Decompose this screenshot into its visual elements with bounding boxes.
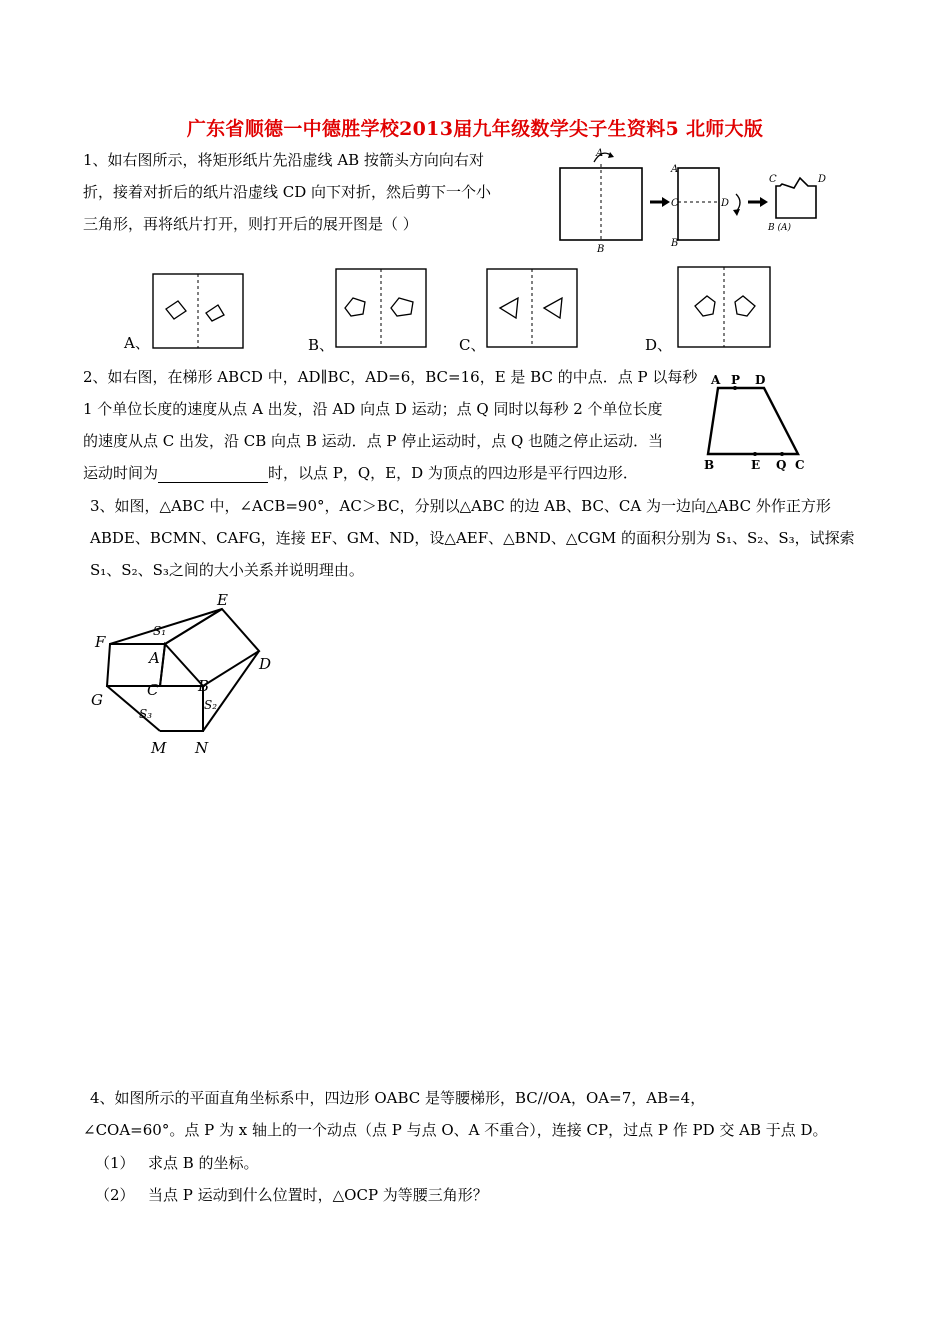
q3-label-E: E [217,591,228,609]
q1-fig-label-C: C [671,198,679,209]
q3-label-G: G [91,691,103,709]
q2-answer-blank[interactable] [158,468,268,483]
q3-label-C: C [147,681,159,699]
q3-squares-figure [85,585,285,765]
q1-fig-label-B2: B [671,238,679,249]
q2-label-D: D [755,373,766,387]
q1-option-a[interactable]: A、 [124,334,150,352]
page-title: 广东省顺德一中德胜学校2013届九年级数学尖子生资料5 北师大版 [186,118,764,140]
q2-label-E: E [751,458,761,472]
q4-sub-2-number: （2） [95,1186,135,1204]
q1-line-2: 折，接着对折后的纸片沿虚线 CD 向下对折，然后剪下一个小 [83,183,492,201]
q4-sub-1-number: （1） [95,1154,135,1172]
q2-label-B: B [704,458,715,472]
q1-fig-label-A: A [596,148,604,159]
q2-line-4-before: 运动时间为 [83,464,159,482]
q2-label-P: P [731,373,741,387]
q3-label-A: A [149,649,160,667]
q1-line-1: 1、如右图所示，将矩形纸片先沿虚线 AB 按箭头方向向右对 [83,151,484,169]
q1-fig-label-C2: C [769,174,777,185]
q3-label-S1: S₁ [153,624,167,638]
q3-label-S2: S₂ [204,698,218,712]
q1-fig-label-A2: A [671,164,679,175]
q3-label-F: F [95,633,106,651]
q4-sub-1-text: 求点 B 的坐标。 [148,1154,259,1172]
q2-trapezoid-figure [700,370,815,475]
q2-line-3: 的速度从点 C 出发，沿 CB 向点 B 运动．点 P 停止运动时，点 Q 也随之停止运动．当 [83,432,664,450]
q1-option-b-figure [335,268,427,348]
q3-label-B: B [198,677,210,695]
q1-fig-label-BA: B (A) [768,223,791,233]
q3-line-3: S₁、S₂、S₃之间的大小关系并说明理由。 [90,561,364,579]
q3-label-S3: S₃ [139,707,153,721]
q1-option-c[interactable]: C、 [459,336,486,354]
q2-label-Q: Q [776,458,787,472]
q2-label-A: A [711,373,721,387]
q3-line-2: ABDE、BCMN、CAFG，连接 EF、GM、ND，设△AEF、△BND、△CGM 的面积分别为 S₁、S₂、S₃，试探索 [90,529,855,547]
q1-fig-label-D: D [721,198,730,209]
q4-sub-2-text: 当点 P 运动到什么位置时，△OCP 为等腰三角形？ [148,1186,488,1204]
q2-line-2: 1 个单位长度的速度从点 A 出发，沿 AD 向点 D 运动；点 Q 同时以每秒 2 个单位长度 [83,400,663,418]
q1-fig-label-D2: D [818,174,827,185]
q2-line-4 [83,463,638,483]
q1-folding-figure [550,142,850,254]
q1-option-b[interactable]: B、 [308,336,335,354]
q3-label-D: D [259,655,272,673]
q4-line-1: 4、如图所示的平面直角坐标系中，四边形 OABC 是等腰梯形，BC//OA，OA=7，AB=4， [90,1089,706,1107]
q1-line-3: 三角形，再将纸片打开，则打开后的展开图是（ ） [83,215,418,233]
q4-line-2: ∠COA=60°。点 P 为 x 轴上的一个动点（点 P 与点 O、A 不重合），连接 CP，过点 P 作 PD 交 AB 于点 D。 [83,1121,828,1139]
q2-label-C: C [795,458,805,472]
q2-line-4-after: 时，以点 P，Q，E，D 为顶点的四边形是平行四边形． [268,464,638,482]
q1-fig-label-B: B [597,244,605,254]
q1-option-d[interactable]: D、 [645,336,673,354]
q3-label-M: M [151,739,167,757]
q2-line-1: 2、如右图，在梯形 ABCD 中，AD∥BC，AD=6，BC=16，E 是 BC 的中点．点 P 以每秒 [83,368,698,386]
q3-line-1: 3、如图，△ABC 中，∠ACB=90°，AC＞BC，分别以△ABC 的边 AB、BC、CA 为一边向△ABC 外作正方形 [90,497,831,515]
q1-option-a-figure [152,273,244,349]
q3-label-N: N [195,739,209,757]
q1-option-c-figure [486,268,578,348]
q1-option-d-figure [677,266,771,348]
